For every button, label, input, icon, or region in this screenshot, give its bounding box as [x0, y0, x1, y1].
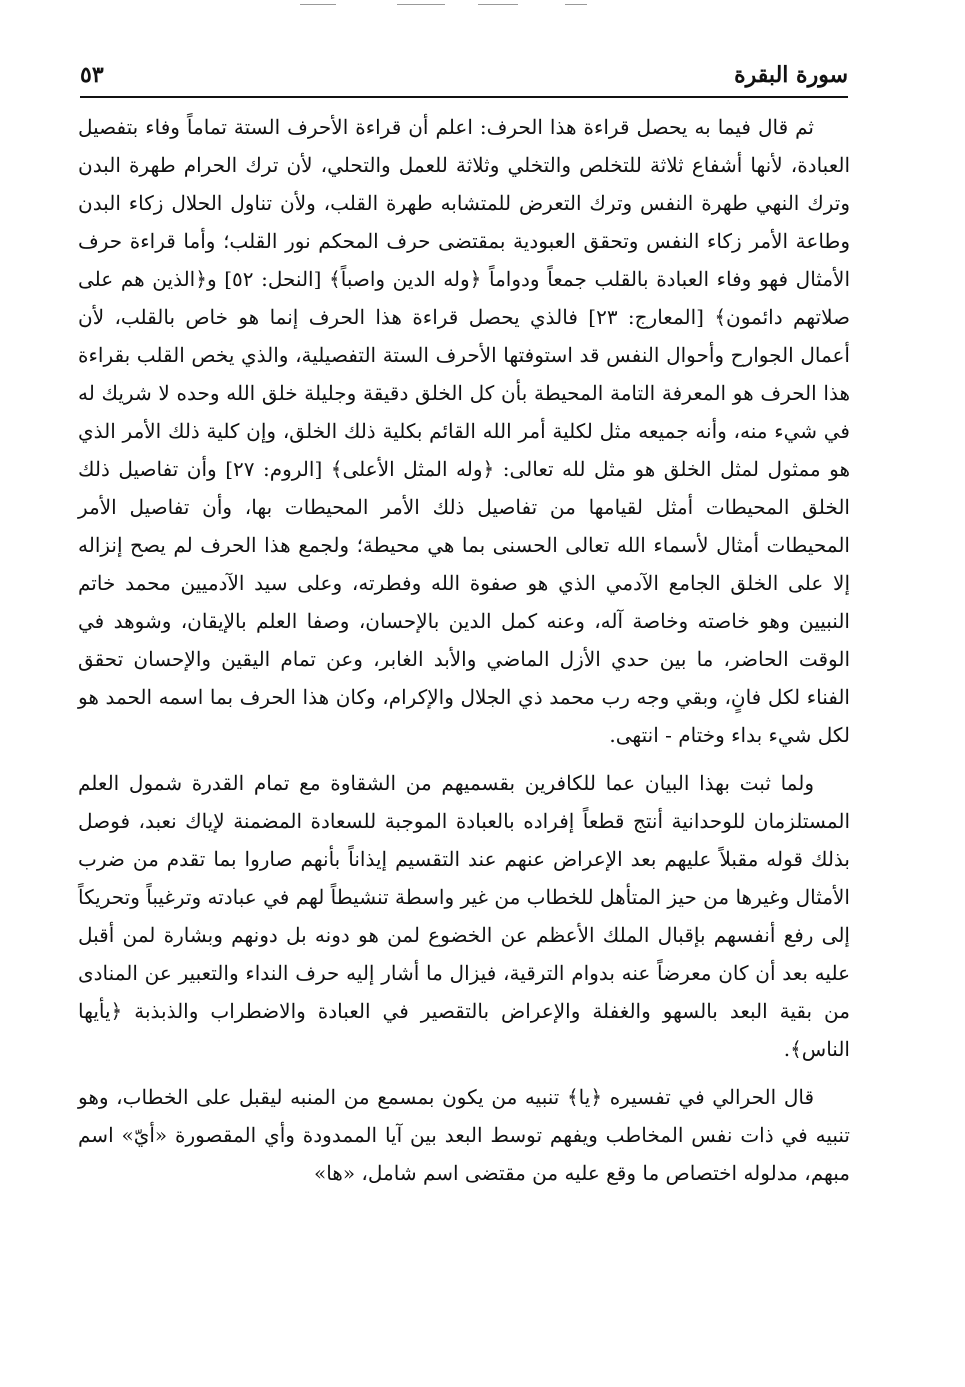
page-body — [78, 108, 850, 1192]
top-scan-marks — [0, 4, 965, 10]
paragraph-3: قال الحرالي في تفسيره ﴿يا﴾ تنبيه من يكون بمسمع من المنبه ليقبل على الخطاب، وهو تنبيه في ذات نفس المخاطب ويفهم توسط البعد بين آيا الممدودة وأي المقصورة «أيّ» اسم مبهم، مدلوله اختصاص ما وقع عليه من مقتضى اسم شامل، «ها» — [78, 1085, 850, 1185]
page-number: ٥٣ — [80, 62, 104, 88]
paragraph-2: ولما ثبت بهذا البيان عما للكافرين بقسميهم من الشقاوة مع تمام القدرة شمول العلم المستلزمان للوحدانية أنتج قطعاً إفراده بالعبادة الموجبة للسعادة المضمنة لإياك نعبد، فوصل بذلك قوله مقبلاً عليهم بعد الإعراض عنهم عند التقسيم إيذاناً بأنهم صاروا بما تقدم من ضرب الأمثال وغيرها من حيز المتأهل للخطاب من غير واسطة تنشيطاً لهم في عبادته وترغيباً وتحريكاً إلى رفع أنفسهم بإقبال الملك الأعظم عن الخضوع لمن هو دونه بل دونهم وبشارة لمن أقبل عليه بعد أن كان معرضاً عنه بدوام الترقية، فيزال ما أشار إليه حرف النداء والتعبير عن المنادى من بقية البعد بالسهو والغفلة والإعراض بالتقصير في العبادة والاضطراب والذبذبة ﴿يأيها الناس﴾. — [78, 771, 851, 1061]
paragraph-1: ثم قال فيما به يحصل قراءة هذا الحرف: اعلم أن قراءة الأحرف الستة تماماً وفاء بتفصيل العبادة، لأنها أشفاع ثلاثة للتخلص والتخلي وثلاثة للعمل والتحلي، لأن ترك الحرام طهرة البدن وترك النهي طهرة النفس وترك التعرض للمتشابه طهرة القلب، ولأن تناول الحلال زكاء البدن وطاعة الأمر زكاء النفس وتحقق العبودية بمقتضى حرف المحكم نور القلب؛ وأما قراءة حرف الأمثال فهو وفاء العبادة بالقلب جمعاً ودواماً ﴿وله الدين واصباً﴾ [النحل: ٥٢] و﴿الذين هم على صلاتهم دائمون﴾ [المعارج: ٢٣] فالذي يحصل قراءة هذا الحرف إنما هو خاص بالقلب، لأن أعمال الجوارح وأحوال النفس قد استوفتها الأحرف الستة التفصيلية، والذي يخص القلب بقراءة هذا الحرف هو المعرفة التامة المحيطة بأن كل الخلق دقيقة وجليلة خلق الله وحده لا شريك له في شيء منه، وأنه جميعه مثل لكلية أمر الله القائم بكلية ذلك الخلق، وإن كلية ذلك الأمر الذي هو ممثول لمثل الخلق هو مثل لله تعالى: ﴿وله المثل الأعلى﴾ [الروم: ٢٧] وأن تفاصيل ذلك الخلق المحيطات أمثل لقيامها من تفاصيل ذلك الأمر المحيطات بها، وأن تفاصيل الأمر المحيطات أمثال لأسماء الله تعالى الحسنى بما هي محيطة؛ ولجمع هذا الحرف لم يصح إنزاله إلا على الخلق الجامع الآدمي الذي هو صفوة الله وفطرته، وعلى سيد الآدميين محمد خاتم النبيين وهو خاصته وخاصة آله، وعنه كمل الدين بالإحسان، وصفا العلم بالإيقان، وشوهد في الوقت الحاضر، ما بين حدي الأزل الماضي والأبد الغابر، وعن تمام اليقين والإحسان تحقق الفناء لكل فانٍ، وبقي وجه رب محمد ذي الجلال والإكرام، وكان هذا الحرف بما اسمه الحمد هو لكل شيء بداء وختام - انتهى. — [78, 115, 851, 747]
running-title: سورة البقرة — [734, 62, 848, 88]
page-header — [80, 58, 848, 98]
